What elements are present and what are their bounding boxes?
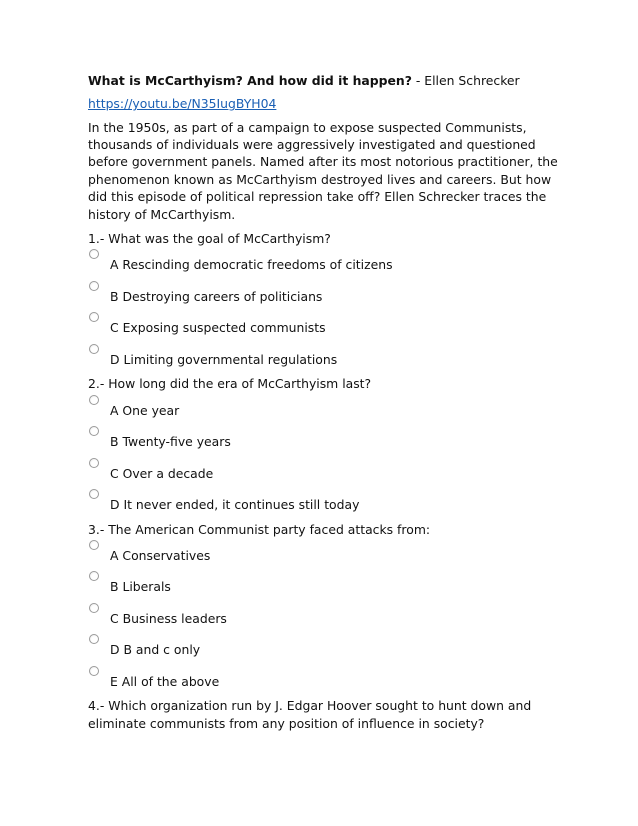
video-link[interactable]: https://youtu.be/N35IugBYH04 [88,96,277,112]
quiz [88,230,558,732]
radio-button[interactable] [89,603,99,613]
question-text: 2.- How long did the era of McCarthyism last? [88,376,372,392]
radio-button[interactable] [89,540,99,550]
answer-option[interactable] [88,458,558,490]
radio-button[interactable] [89,666,99,676]
question-block [88,697,558,732]
option-label: D Limiting governmental regulations [110,351,338,367]
answer-option[interactable] [88,666,558,698]
radio-button[interactable] [89,426,99,436]
answer-option[interactable] [88,281,558,313]
answer-option[interactable] [88,540,558,572]
option-label: D It never ended, it continues still today [110,497,360,513]
question-text: 1.- What was the goal of McCarthyism? [88,230,331,246]
title-author: - Ellen Schrecker [411,73,520,88]
option-label: C Business leaders [110,610,227,626]
option-label: A Conservatives [110,547,211,563]
title-bold: What is McCarthyism? And how did it happen? [88,73,412,88]
question-text: 4.- Which organization run by J. Edgar Hoover sought to hunt down and eliminate communists from any position of influence in society? [88,698,532,731]
radio-button[interactable] [89,458,99,468]
radio-button[interactable] [89,634,99,644]
option-label: B Twenty-five years [110,434,231,450]
document-title [88,72,558,89]
radio-button[interactable] [89,344,99,354]
option-label: D B and c only [110,642,201,658]
answer-option[interactable] [88,312,558,344]
question-text: 3.- The American Communist party faced attacks from: [88,521,431,537]
option-label: B Liberals [110,579,171,595]
option-label: C Exposing suspected communists [110,320,326,336]
question-block [88,375,558,520]
document-page [88,72,558,734]
option-label: E All of the above [110,673,220,689]
answer-option[interactable] [88,634,558,666]
question-block [88,521,558,698]
radio-button[interactable] [89,571,99,581]
option-label: B Destroying careers of politicians [110,288,323,304]
radio-button[interactable] [89,249,99,259]
answer-option[interactable] [88,571,558,603]
option-label: C Over a decade [110,465,214,481]
question-block [88,230,558,375]
answer-option[interactable] [88,249,558,281]
intro-paragraph: In the 1950s, as part of a campaign to expose suspected Communists, thousands of individuals were aggressively investigated and questioned before government panels. Named after its most notorious practitioner, the phenomenon known as McCarthyism destroyed lives and careers. But how did this episode of political repression take off? Ellen Schrecker traces the history of McCarthyism. [88,119,558,222]
answer-option[interactable] [88,603,558,635]
option-label: A One year [110,402,180,418]
answer-option[interactable] [88,395,558,427]
radio-button[interactable] [89,395,99,405]
radio-button[interactable] [89,312,99,322]
radio-button[interactable] [89,281,99,291]
answer-option[interactable] [88,426,558,458]
answer-option[interactable] [88,344,558,376]
radio-button[interactable] [89,489,99,499]
option-label: A Rescinding democratic freedoms of citizens [110,257,393,273]
answer-option[interactable] [88,489,558,521]
